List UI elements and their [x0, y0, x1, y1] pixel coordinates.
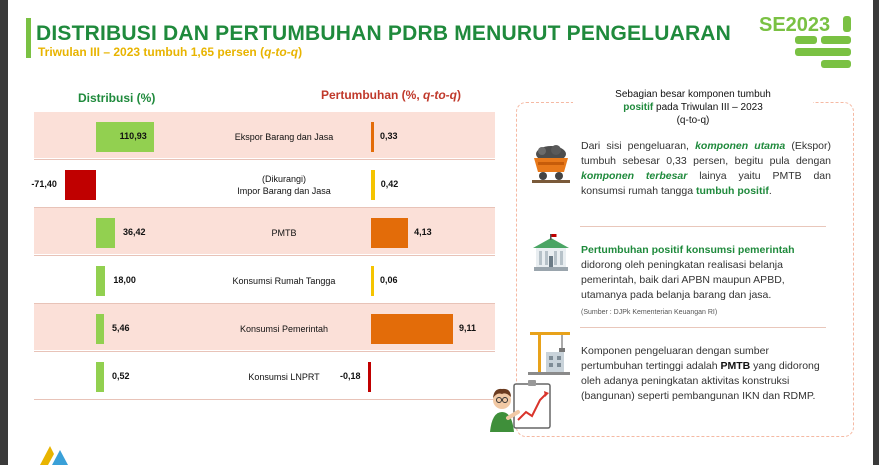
paragraph-exports [581, 139, 831, 199]
p1-text-c: (Ekspor) tumbuh sebesar 0,33 persen, begitu pula dengan [581, 140, 831, 167]
panel-heading-line-1: Sebagian besar komponen tumbuh [615, 89, 771, 100]
distribution-bar [96, 314, 104, 344]
growth-value-label: 9,11 [458, 323, 477, 333]
distribution-bar [96, 218, 115, 248]
p3-text-a: Komponen pengeluaran dengan sumber pertumbuhan tertinggi adalah [581, 345, 769, 372]
category-label [194, 131, 374, 143]
category-label-line: (Dikurangi) [261, 174, 306, 184]
p1-largest-component: komponen terbesar [581, 170, 688, 182]
paragraph-pmtb [581, 344, 829, 404]
p2-heading: Pertumbuhan positif konsumsi pemerintah [581, 244, 795, 256]
category-label-line: Impor Barang dan Jasa [237, 186, 331, 196]
growth-value-label: 0,42 [380, 179, 399, 189]
p1-text-e: lainya yaitu PMTB dan konsumsi rumah tangga [581, 170, 831, 197]
panel-separator-2 [580, 327, 826, 328]
chart-row [31, 160, 495, 206]
category-label-line: Konsumsi Pemerintah [239, 324, 329, 334]
growth-header-emphasis: q-to-q [423, 88, 457, 102]
chart-row [34, 208, 495, 254]
government-building-icon [530, 234, 572, 274]
logo-text: SE2023 [759, 14, 831, 36]
growth-bar [371, 266, 374, 296]
construction-crane-icon [526, 328, 572, 378]
p1-text-g: . [768, 185, 772, 197]
growth-value-label: -0,18 [340, 371, 361, 381]
distribution-value-label: 5,46 [112, 323, 130, 333]
distribution-bar [65, 170, 96, 200]
growth-header-main: Pertumbuhan (%, [321, 88, 424, 102]
distribution-value-label: -71,40 [31, 179, 57, 189]
chart-row [34, 256, 495, 302]
p1-grew-positive: tumbuh positif [695, 185, 769, 197]
category-label [194, 275, 374, 287]
page-subtitle [38, 45, 302, 59]
p3-text-c: yang didorong oleh adanya peningkatan aktivitas konstruksi (bangunan) seperti pembangunan IKN dan RDMP. [581, 360, 820, 402]
source-note: (Sumber : DJPk Kementerian Keuangan RI) [581, 309, 718, 316]
paragraph-government-consumption [581, 243, 831, 303]
distribution-bar [96, 362, 104, 392]
chart-presenter-icon [484, 376, 558, 454]
panel-heading-line-2 [573, 101, 813, 114]
distribution-value-label: 18,00 [113, 275, 136, 285]
category-label [194, 323, 374, 335]
mining-cart-icon [528, 140, 574, 186]
p1-text-a: Dari sisi pengeluaran, [581, 140, 696, 152]
distribution-value-label: 0,52 [112, 371, 130, 381]
p1-main-component: komponen utama [695, 140, 786, 152]
growth-bar [371, 218, 408, 248]
growth-value-label: 0,06 [380, 275, 398, 285]
growth-header-end: ) [457, 88, 461, 102]
chart-row [34, 352, 495, 398]
chart-row [34, 304, 495, 350]
row-divider [34, 399, 495, 400]
pdrb-chart [31, 112, 495, 400]
category-label-line: Konsumsi Rumah Tangga [232, 276, 336, 286]
se2023-logo [757, 12, 857, 74]
growth-bar [371, 170, 375, 200]
category-label [194, 173, 374, 197]
distribution-bar [96, 266, 105, 296]
distribution-header: Distribusi (%) [78, 91, 156, 105]
distribution-value-label: 110,93 [119, 131, 147, 141]
footer-brand-mark [38, 440, 78, 465]
growth-bar [371, 122, 374, 152]
p2-text: didorong oleh peningkatan realisasi belanja pemerintah, baik dari APBN maupun APBD, utamanya pada belanja barang dan jasa. [581, 259, 785, 301]
panel-heading-positive: positif [623, 102, 654, 113]
right-frame-edge [873, 0, 879, 465]
panel-heading [573, 88, 813, 127]
chart-row [34, 112, 495, 158]
subtitle-emphasis: q-to-q [264, 45, 299, 59]
subtitle-end: ) [298, 45, 303, 59]
left-frame-edge [0, 0, 8, 465]
category-label-line: Konsumsi LNPRT [248, 372, 320, 382]
subtitle-main: Triwulan III – 2023 tumbuh 1,65 persen ( [38, 45, 265, 59]
title-accent-bar [26, 18, 31, 58]
panel-heading-line-3: (q-to-q) [676, 115, 710, 126]
growth-value-label: 4,13 [414, 227, 432, 237]
growth-value-label: 0,33 [380, 131, 398, 141]
category-label-line: PMTB [271, 228, 297, 238]
distribution-value-label: 36,42 [122, 227, 146, 237]
panel-separator-1 [580, 226, 826, 227]
category-label-line: Ekspor Barang dan Jasa [234, 132, 334, 142]
growth-header [321, 88, 461, 102]
panel-heading-quarter: pada Triwulan III – 2023 [653, 102, 763, 113]
growth-bar [368, 362, 371, 392]
page-title: DISTRIBUSI DAN PERTUMBUHAN PDRB MENURUT PENGELUARAN [36, 22, 732, 45]
category-label [194, 227, 374, 239]
growth-bar [371, 314, 453, 344]
p3-pmtb: PMTB [720, 360, 751, 372]
